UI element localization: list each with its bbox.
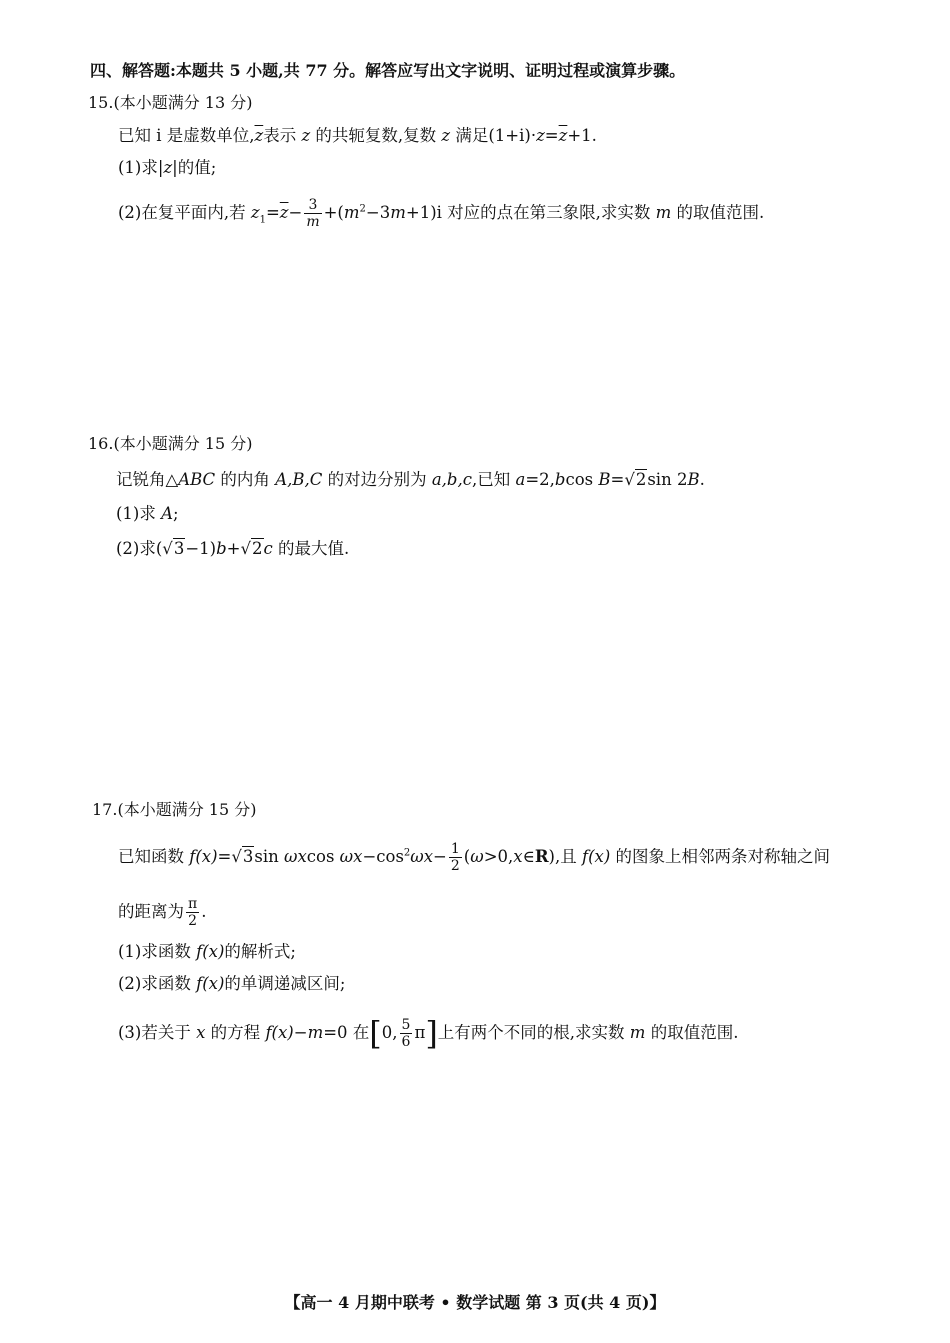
fraction-1-over-2: $\frac{1}{2}$ — [450, 841, 460, 874]
fraction-5-over-6: $\frac{5}{6}$ — [401, 1017, 411, 1050]
q16-header: 16.(本小题满分 15 分) — [88, 434, 253, 453]
q15-stem: 已知 i 是虚数单位$,\overline{z}$表示 z 的共轭复数,复数 z 满足$(1+i)\cdot z=\overline{z}+1$. — [118, 126, 597, 145]
q15-header: 15.(本小题满分 13 分) — [88, 93, 253, 112]
q17-stem: 已知函数 f(x)=√3sin ωxcos $\omega x-\cos^2\omega x-$ $\frac{1}{2}$ (ω>0,x∈R),且 f(x) 的图象上相邻两条对称轴之间 — [118, 841, 831, 874]
fraction-3-over-m: $\frac{3}{m}$ — [306, 197, 320, 230]
page-footer: 【高一 4 月期中联考 • 数学试题 第 3 页(共 4 页)】 — [284, 1293, 666, 1312]
q17-part3: (3)若关于 x 的方程 f(x)−m=0 在[0, $\frac{5}{6}$ π]上有两个不同的根,求实数 m 的取值范围. — [118, 1014, 739, 1053]
q17-part1: (1)求函数 f(x)的解析式; — [118, 942, 296, 961]
q15-part1: (1)求|z|的值; — [118, 158, 217, 177]
section-title: 四、解答题:本题共 5 小题,共 77 分。解答应写出文字说明、证明过程或演算步骤。 — [90, 61, 686, 80]
q17-stem-cont: 的距离为 $\frac{\pi}{2}$ . — [118, 896, 207, 929]
q16-stem: 记锐角△ABC 的内角 A,B,C 的对边分别为 a,b,c,已知 a=2,bcos B=√2sin 2B. — [116, 470, 705, 489]
q17-header: 17.(本小题满分 15 分) — [92, 800, 257, 819]
q17-part2: (2)求函数 f(x)的单调递减区间; — [118, 974, 346, 993]
q15-part2: (2)在复平面内,若 $z_1=\overline{z}-$ $\frac{3}{m}$ $+(m^2-3m+1)i$ 对应的点在第三象限,求实数 m 的取值范围. — [118, 197, 765, 230]
q16-part2: (2)求(√3−1)b+√2c 的最大值. — [116, 539, 350, 558]
q16-part1: (1)求 A; — [116, 504, 179, 523]
fraction-pi-over-2: $\frac{\pi}{2}$ — [188, 896, 198, 929]
